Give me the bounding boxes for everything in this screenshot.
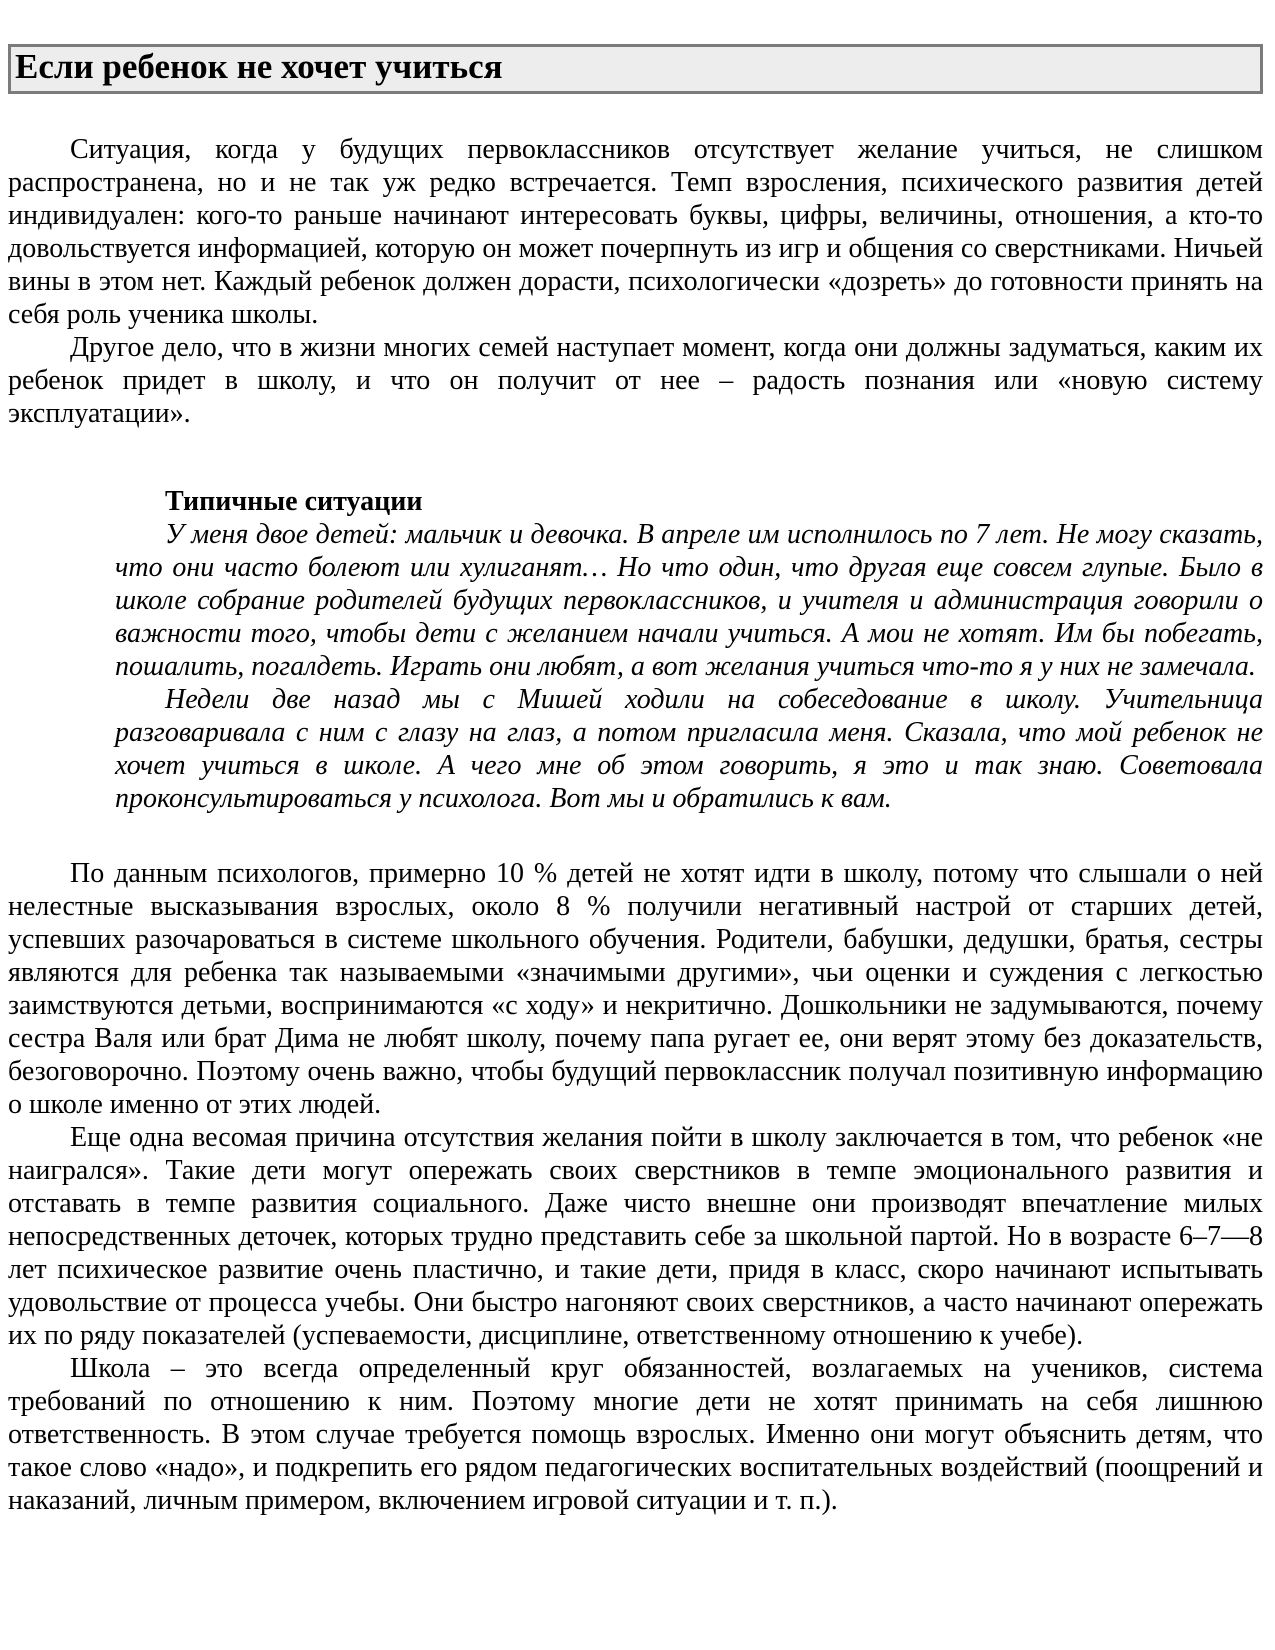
article-body bbox=[8, 133, 1263, 1517]
intro-paragraph-2: Другое дело, что в жизни многих семей наступает момент, когда они должны задуматься, каким их ребенок придет в школу, и что он получит от нее – радость познания или «новую систему эксплуатации». bbox=[8, 332, 1263, 430]
typical-situations-block bbox=[115, 485, 1263, 815]
quote-heading: Типичные ситуации bbox=[165, 486, 423, 518]
analysis-paragraph-3: Школа – это всегда определенный круг обязанностей, возлагаемых на учеников, система требований по отношению к ним. Поэтому многие дети не хотят принимать на себя лишнюю ответственность. В этом случае требуется помощь взрослых. Именно они могут объяснить детям, что такое слово «надо», и подкрепить его рядом педагогических воспитательных воздействий (поощрений и наказаний, личным примером, включением игровой ситуации и т. п.). bbox=[8, 1353, 1263, 1517]
intro-paragraph-1: Ситуация, когда у будущих первоклассников отсутствует желание учиться, не слишком распространена, но и не так уж редко встречается. Темп взросления, психического развития детей индивидуален: кого-то раньше начинают интересовать буквы, цифры, величины, отношения, а кто-то довольствуется информацией, которую он может почерпнуть из игр и общения со сверстниками. Ничьей вины в этом нет. Каждый ребенок должен дорасти, психологически «дозреть» до готовности принять на себя роль ученика школы. bbox=[8, 134, 1263, 331]
page-title: Если ребенок не хочет учиться bbox=[8, 44, 1263, 94]
analysis-paragraph-1: По данным психологов, примерно 10 % детей не хотят идти в школу, потому что слышали о ней нелестные высказывания взрослых, около 8 % получили негативный настрой от старших детей, успевших разочароваться в системе школьного обучения. Родители, бабушки, дедушки, братья, сестры являются для ребенка так называемыми «значимыми другими», чьи оценки и суждения с легкостью заимствуются детьми, воспринимаются «с ходу» и некритично. Дошкольники не задумываются, почему сестра Валя или брат Дима не любят школу, почему папа ругает ее, они верят этому без доказательств, безоговорочно. Поэтому очень важно, чтобы будущий первоклассник получал позитивную информацию о школе именно от этих людей. bbox=[8, 858, 1263, 1121]
analysis-paragraph-2: Еще одна весомая причина отсутствия желания пойти в школу заключается в том, что ребенок «не наигрался». Такие дети могут опережать своих сверстников в темпе эмоционального развития и отставать в темпе развития социального. Даже чисто внешне они производят впечатление милых непосредственных деточек, которых трудно представить себе за школьной партой. Но в возрасте 6–7—8 лет психическое развитие очень пластично, и такие дети, придя в класс, скоро начинают испытывать удовольствие от процесса учебы. Они быстро нагоняют своих сверстников, а часто начинают опережать их по ряду показателей (успеваемости, дисциплине, ответственному отношению к учебе). bbox=[8, 1122, 1263, 1352]
quote-paragraph-2: Недели две назад мы с Мишей ходили на собеседование в школу. Учительница разговаривала с ним с глазу на глаз, а потом пригласила меня. Сказала, что мой ребенок не хочет учиться в школе. А чего мне об этом говорить, я это и так знаю. Советовала проконсультироваться у психолога. Вот мы и обратились к вам. bbox=[115, 684, 1263, 815]
quote-paragraph-1: У меня двое детей: мальчик и девочка. В апреле им исполнилось по 7 лет. Не могу сказать, что они часто болеют или хулиганят… Но что один, что другая еще совсем глупые. Было в школе собрание родителей будущих первоклассников, и учителя и администрация говорили о важности того, чтобы дети с желанием начали учиться. А мои не хотят. Им бы побегать, пошалить, погалдеть. Играть они любят, а вот желания учиться что-то я у них не замечала. bbox=[115, 519, 1263, 683]
